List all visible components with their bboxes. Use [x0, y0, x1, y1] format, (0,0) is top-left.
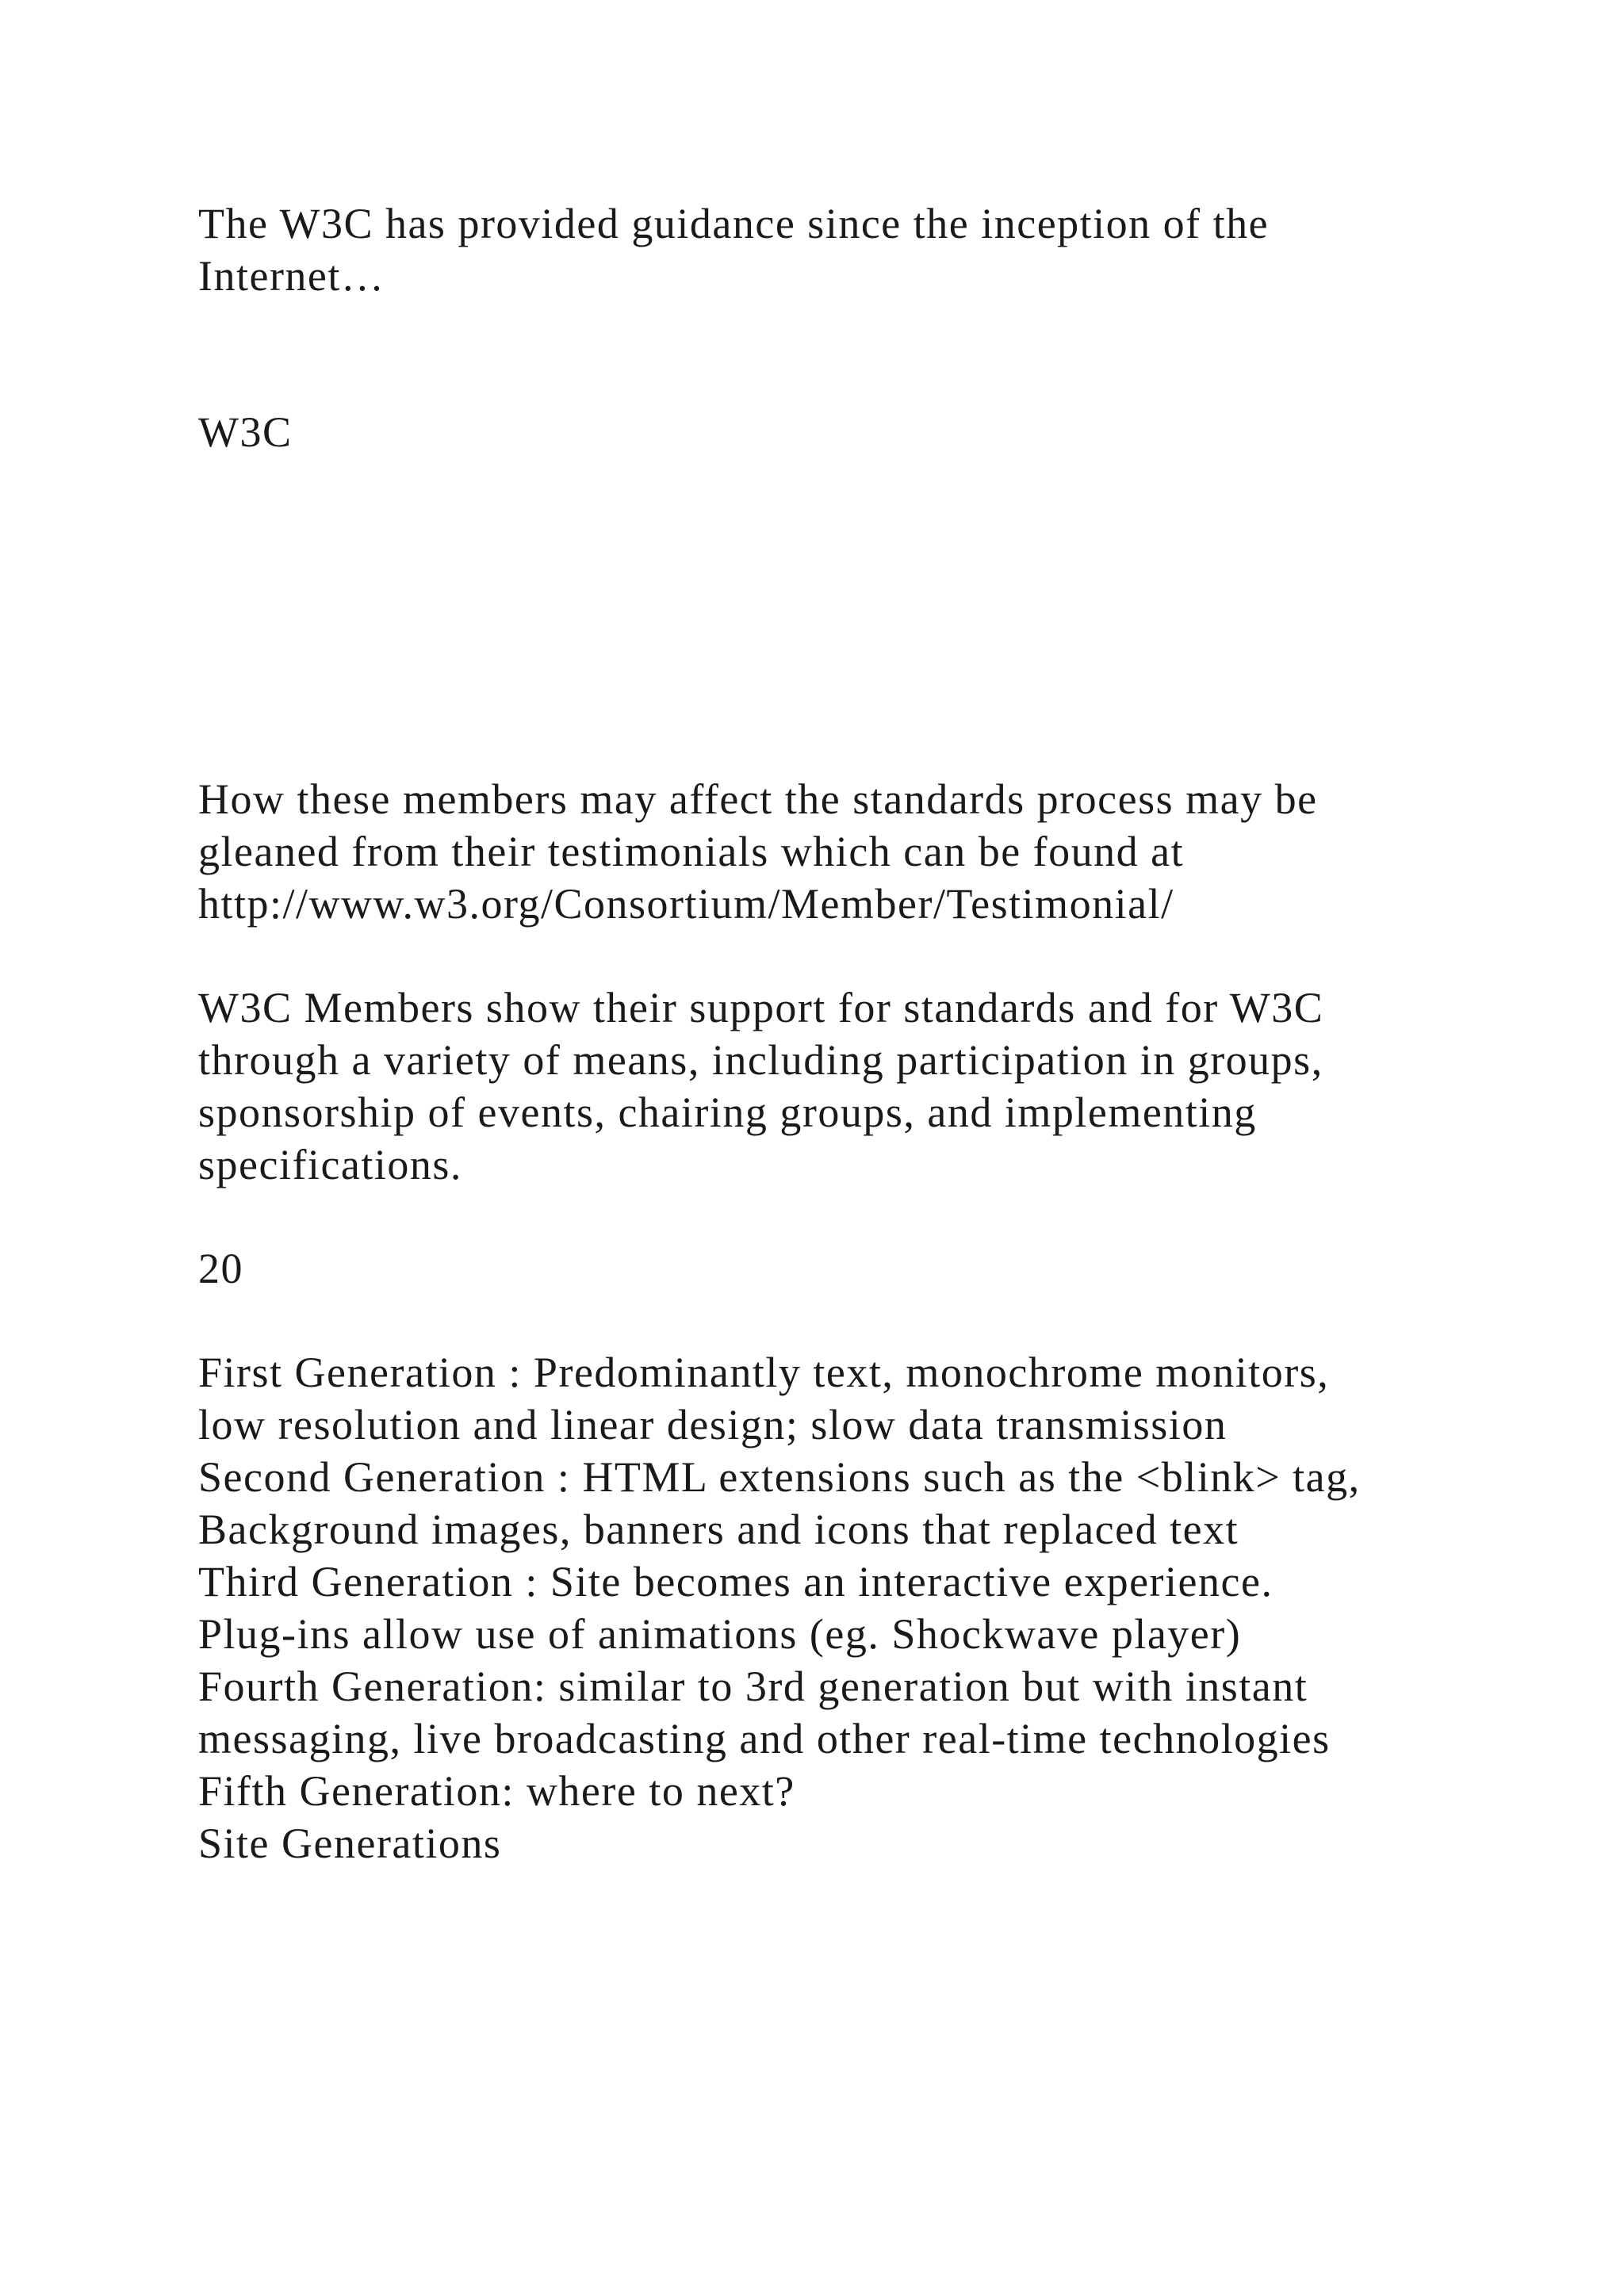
intro-text-line: The W3C has provided guidance since the inception of the: [198, 200, 1270, 247]
support-text-line: through a variety of means, including participation in groups,: [198, 1036, 1323, 1084]
members-text-line: gleaned from their testimonials which can be found at: [198, 828, 1185, 875]
support-text-line: specifications.: [198, 1141, 462, 1188]
generations-text-line: low resolution and linear design; slow data transmission: [198, 1401, 1228, 1448]
testimonial-url: http://www.w3.org/Consortium/Member/Testimonial/: [198, 880, 1174, 928]
site-generations-title: Site Generations: [198, 1820, 502, 1867]
generations-text-line: Third Generation : Site becomes an interactive experience.: [198, 1558, 1274, 1605]
support-text-line: W3C Members show their support for standards and for W3C: [198, 984, 1324, 1031]
generations-text-line: Background images, banners and icons that replaced text: [198, 1506, 1239, 1553]
w3c-heading: W3C: [198, 408, 293, 456]
generations-text-line: Fifth Generation: where to next?: [198, 1767, 795, 1815]
generations-text-line: Plug-ins allow use of animations (eg. Shockwave player): [198, 1610, 1242, 1658]
generations-text-line: First Generation : Predominantly text, monochrome monitors,: [198, 1349, 1330, 1396]
intro-text-line: Internet…: [198, 252, 385, 300]
generations-text-line: messaging, live broadcasting and other real-time technologies: [198, 1715, 1331, 1762]
generations-text-line: Second Generation : HTML extensions such as the <blink> tag,: [198, 1453, 1361, 1501]
generations-text-line: Fourth Generation: similar to 3rd generation but with instant: [198, 1663, 1308, 1710]
support-text-line: sponsorship of events, chairing groups, and implementing: [198, 1089, 1257, 1136]
members-text-line: How these members may affect the standards process may be: [198, 775, 1318, 823]
page-number: 20: [198, 1245, 243, 1292]
